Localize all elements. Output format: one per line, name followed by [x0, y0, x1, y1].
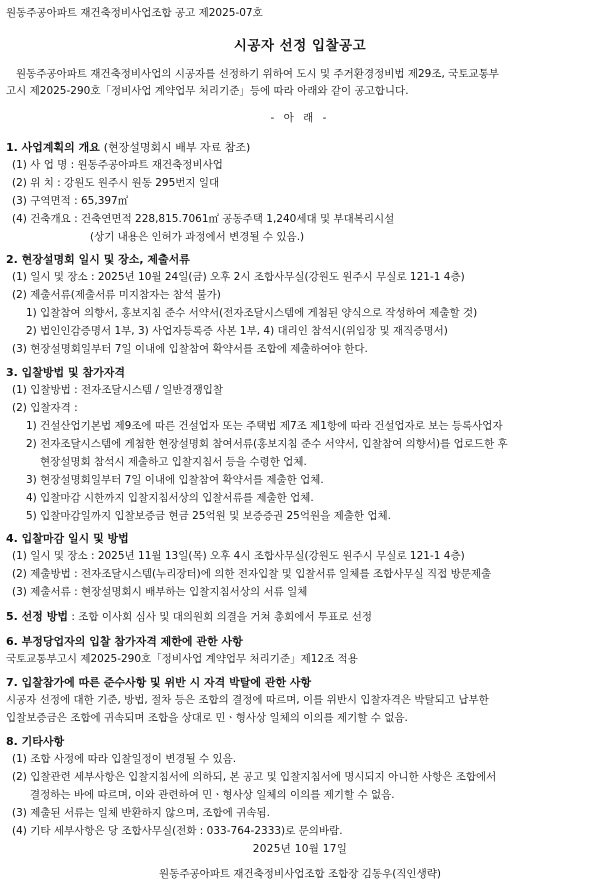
section-4-item: (1) 일시 및 장소 : 2025년 11월 13일(목) 오후 4시 조합사무실(강원도 원주시 무실로 121-1 4층): [12, 550, 465, 562]
section-3-subitem: 3) 현장설명회일부터 7일 이내에 입찰참여 확약서를 제출한 업체.: [26, 474, 324, 486]
section-2-item: (2) 제출서류(제출서류 미지참자는 참석 불가): [12, 289, 221, 301]
section-4-heading: 4. 입찰마감 일시 및 방법: [6, 532, 129, 545]
signature-line: 원동주공아파트 재건축정비사업조합 조합장 김동우(직인생략): [159, 868, 441, 880]
section-7-heading: 7. 입찰참가에 따른 준수사항 및 위반 시 자격 박탈에 관한 사항: [6, 676, 312, 689]
section-5: 5. 선정 방법 : 조합 이사회 심사 및 대의원회 의결을 거쳐 총회에서 투표로 선정: [6, 610, 372, 623]
section-8-heading: 8. 기타사항: [6, 735, 65, 748]
section-3-item: (1) 입찰방법 : 전자조달시스템 / 일반경쟁입찰: [12, 384, 224, 396]
notice-title: 시공자 선정 입찰공고: [233, 38, 367, 54]
ara-divider: - 아 래 -: [270, 112, 330, 124]
section-4-item: (2) 제출방법 : 전자조달시스템(누리장터)에 의한 전자입찰 및 입찰서류 일체를 조합사무실 직접 방문제출: [12, 568, 492, 580]
section-8-item-cont: 결정하는 바에 따르며, 이와 관련하여 민ㆍ형사상 일체의 이의를 제기할 수 없음.: [30, 789, 395, 801]
notice-date: 2025년 10월 17일: [252, 843, 348, 855]
section-4-item: (3) 제출서류 : 현장설명회시 배부하는 입찰지침서상의 서류 일체: [12, 586, 308, 598]
section-8-item: (4) 기타 세부사항은 당 조합사무실(전화 : 033-764-2333)로 문의바람.: [12, 825, 343, 837]
section-1-item: (3) 구역면적 : 65,397㎡: [12, 195, 129, 207]
section-8-item: (1) 조합 사정에 따라 입찰일정이 변경될 수 있음.: [12, 753, 237, 765]
section-3-subitem: 5) 입찰마감일까지 입찰보증금 현금 25억원 및 보증증권 25억원을 제출한 업체.: [26, 510, 392, 522]
section-3-subitem-cont: 현장설명회 참석시 제출하고 입찰지침서 등을 수령한 업체.: [40, 456, 307, 468]
section-3-subitem: 1) 건설산업기본법 제9조에 따른 건설업자 또는 주택법 제7조 제1항에 따라 건설업자로 보는 등록사업자: [26, 420, 503, 432]
section-2-item: (1) 일시 및 장소 : 2025년 10월 24일(금) 오후 2시 조합사무실(강원도 원주시 무실로 121-1 4층): [12, 271, 465, 283]
section-2-subitem: 2) 법인인감증명서 1부, 3) 사업자등록증 사본 1부, 4) 대리인 참석시(위임장 및 재직증명서): [26, 325, 448, 337]
section-3-heading: 3. 입찰방법 및 참가자격: [6, 366, 125, 379]
section-3-item: (2) 입찰자격 :: [12, 402, 78, 414]
section-8-item: (2) 입찰관련 세부사항은 입찰지침서에 의하되, 본 공고 및 입찰지침서에 명시되지 아니한 사항은 조합에서: [12, 771, 497, 783]
section-1-note: (상기 내용은 인허가 과정에서 변경될 수 있음.): [90, 231, 305, 243]
notice-id: 원동주공아파트 재건축정비사업조합 공고 제2025-07호: [6, 7, 263, 19]
section-2-item: (3) 현장설명회일부터 7일 이내에 입찰참여 확약서를 조합에 제출하여야 한다.: [12, 343, 368, 355]
section-3-subitem: 4) 입찰마감 시한까지 입찰지침서상의 입찰서류를 제출한 업체.: [26, 492, 314, 504]
section-1-heading: 1. 사업계획의 개요 (현장설명회시 배부 자료 참조): [6, 141, 251, 154]
section-1-item: (2) 위 치 : 강원도 원주시 원동 295번지 일대: [12, 177, 220, 189]
section-7-text: 입찰보증금은 조합에 귀속되며 조합을 상대로 민ㆍ형사상 일체의 이의를 제기할 수 없음.: [6, 712, 408, 724]
section-2-subitem: 1) 입찰참여 의향서, 홍보지침 준수 서약서(전자조달시스템에 게첨된 양식으로 작성하여 제출할 것): [26, 307, 478, 319]
section-6-text: 국토교통부고시 제2025-290호「정비사업 계약업무 처리기준」제12조 적용: [6, 653, 358, 665]
intro-line: 고시 제2025-290호「정비사업 계약업무 처리기준」등에 따라 아래와 같이 공고합니다.: [6, 85, 409, 97]
section-8-item: (3) 제출된 서류는 일체 반환하지 않으며, 조합에 귀속됨.: [12, 807, 270, 819]
intro-line: 원동주공아파트 재건축정비사업의 시공자를 선정하기 위하여 도시 및 주거환경정비법 제29조, 국토교통부: [16, 68, 499, 80]
intro-paragraph: [6, 66, 596, 100]
section-1-item: (1) 사 업 명 : 원동주공아파트 재건축정비사업: [12, 159, 223, 171]
section-6-heading: 6. 부정당업자의 입찰 참가자격 제한에 관한 사항: [6, 635, 243, 648]
section-7-text: 시공자 선정에 대한 기준, 방법, 절차 등은 조합의 결정에 따르며, 이를 위반시 입찰자격은 박탈되고 납부한: [6, 694, 489, 706]
section-1-item: (4) 건축개요 : 건축연면적 228,815.7061㎡ 공동주택 1,240세대 및 부대복리시설: [12, 213, 395, 225]
section-2-heading: 2. 현장설명회 일시 및 장소, 제출서류: [6, 253, 190, 266]
section-3-subitem: 2) 전자조달시스템에 게첨한 현장설명회 참여서류(홍보지침 준수 서약서, 입찰참여 의향서)를 업로드한 후: [26, 438, 508, 450]
